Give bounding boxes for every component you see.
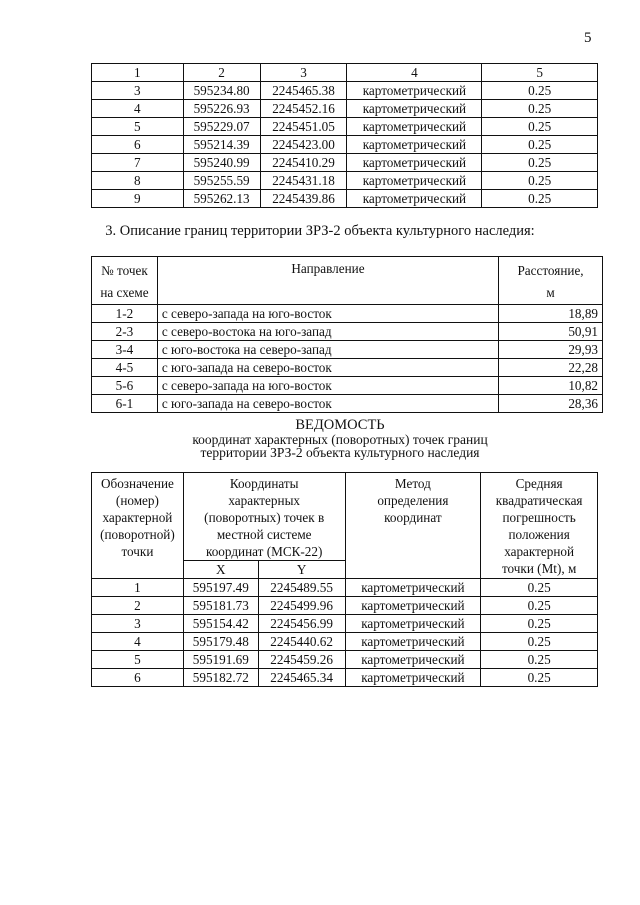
coordinates-table-continued xyxy=(91,63,598,208)
segment: 4-5 xyxy=(92,359,158,377)
coord-y: 2245440.62 xyxy=(258,633,345,651)
coord-y: 2245452.16 xyxy=(260,100,347,118)
table-row xyxy=(92,100,598,118)
coord-y: 2245423.00 xyxy=(260,136,347,154)
header-error-line: квадратическая xyxy=(495,493,583,508)
point-number: 6 xyxy=(92,669,184,687)
method: картометрический xyxy=(345,633,481,651)
table-row xyxy=(92,395,603,413)
method: картометрический xyxy=(347,172,482,190)
table-row xyxy=(92,633,598,651)
coord-x: 595229.07 xyxy=(183,118,260,136)
header-error-line: Средняя xyxy=(515,476,563,491)
point-number: 2 xyxy=(92,597,184,615)
coord-x: 595262.13 xyxy=(183,190,260,208)
method: картометрический xyxy=(347,118,482,136)
coord-y: 2245456.99 xyxy=(258,615,345,633)
method: картометрический xyxy=(345,579,481,597)
header-coordinates-line: координат (МСК-22) xyxy=(205,544,323,559)
table-row xyxy=(92,359,603,377)
coord-x: 595191.69 xyxy=(183,651,258,669)
error-value: 0.25 xyxy=(482,118,598,136)
header-designation-line: (номер) xyxy=(115,493,159,508)
header-distance xyxy=(499,257,603,305)
header-coordinates xyxy=(183,473,345,561)
coord-y: 2245499.96 xyxy=(258,597,345,615)
method: картометрический xyxy=(347,190,482,208)
header-method-line: Метод xyxy=(394,476,431,491)
section-title: 3. Описание границ территории ЗРЗ-2 объекта культурного наследия: xyxy=(105,223,535,239)
distance: 22,28 xyxy=(499,359,603,377)
segment: 2-3 xyxy=(92,323,158,341)
error-value: 0.25 xyxy=(482,154,598,172)
table-header-row xyxy=(92,473,598,561)
method: картометрический xyxy=(345,669,481,687)
table-row xyxy=(92,669,598,687)
error-value: 0.25 xyxy=(482,82,598,100)
table-row xyxy=(92,172,598,190)
segment: 3-4 xyxy=(92,341,158,359)
header-points-line1: № точек xyxy=(101,263,148,278)
coord-x: 595214.39 xyxy=(183,136,260,154)
segment: 5-6 xyxy=(92,377,158,395)
point-number: 4 xyxy=(92,100,184,118)
point-number: 9 xyxy=(92,190,184,208)
point-number: 4 xyxy=(92,633,184,651)
header-distance-line1: Расстояние, xyxy=(517,263,584,278)
point-number: 3 xyxy=(92,615,184,633)
header-designation-line: характерной xyxy=(102,510,173,525)
header-y: Y xyxy=(258,561,345,579)
error-value: 0.25 xyxy=(482,172,598,190)
distance: 18,89 xyxy=(499,305,603,323)
boundary-description-table xyxy=(91,256,603,413)
direction: с юго-востока на северо-запад xyxy=(157,341,498,359)
distance: 29,93 xyxy=(499,341,603,359)
header-error xyxy=(481,473,598,579)
error-value: 0.25 xyxy=(481,615,598,633)
table-row xyxy=(92,82,598,100)
method: картометрический xyxy=(345,597,481,615)
vedomost-coordinates-table xyxy=(91,472,598,687)
coord-y: 2245410.29 xyxy=(260,154,347,172)
coord-x: 595179.48 xyxy=(183,633,258,651)
coord-y: 2245459.26 xyxy=(258,651,345,669)
method: картометрический xyxy=(347,154,482,172)
header-error-line: положения xyxy=(508,527,570,542)
header-error-line: погрешность xyxy=(502,510,576,525)
table-header-row xyxy=(92,257,603,305)
coord-x: 595234.80 xyxy=(183,82,260,100)
error-value: 0.25 xyxy=(482,100,598,118)
header-coordinates-line: Координаты xyxy=(229,476,299,491)
point-number: 1 xyxy=(92,579,184,597)
header-coordinates-line: местной системе xyxy=(216,527,312,542)
header-designation-line: Обозначение xyxy=(100,476,174,491)
error-value: 0.25 xyxy=(481,651,598,669)
distance: 10,82 xyxy=(499,377,603,395)
point-number: 7 xyxy=(92,154,184,172)
segment: 6-1 xyxy=(92,395,158,413)
coord-x: 595181.73 xyxy=(183,597,258,615)
header-method-line: координат xyxy=(384,510,442,525)
table-row xyxy=(92,341,603,359)
direction: с северо-востока на юго-запад xyxy=(157,323,498,341)
column-number: 3 xyxy=(260,64,347,82)
coord-y: 2245465.38 xyxy=(260,82,347,100)
column-number: 1 xyxy=(92,64,184,82)
table-row xyxy=(92,579,598,597)
coord-x: 595197.49 xyxy=(183,579,258,597)
point-number: 5 xyxy=(92,651,184,669)
coord-y: 2245451.05 xyxy=(260,118,347,136)
method: картометрический xyxy=(345,615,481,633)
coord-y: 2245439.86 xyxy=(260,190,347,208)
header-x: X xyxy=(183,561,258,579)
distance: 50,91 xyxy=(499,323,603,341)
error-value: 0.25 xyxy=(482,190,598,208)
method: картометрический xyxy=(347,82,482,100)
vedomost-title: ВЕДОМОСТЬ xyxy=(295,417,385,433)
direction: с северо-запада на юго-восток xyxy=(157,305,498,323)
table-row xyxy=(92,651,598,669)
vedomost-subtitle-line1: координат характерных (поворотных) точек границ xyxy=(192,432,488,447)
header-error-line: точки (Mt), м xyxy=(501,561,577,576)
table-row xyxy=(92,190,598,208)
coord-x: 595182.72 xyxy=(183,669,258,687)
distance: 28,36 xyxy=(499,395,603,413)
column-number: 2 xyxy=(183,64,260,82)
page-number: 5 xyxy=(584,30,592,46)
coord-y: 2245431.18 xyxy=(260,172,347,190)
segment: 1-2 xyxy=(92,305,158,323)
header-coordinates-line: (поворотных) точек в xyxy=(204,510,325,525)
table-row xyxy=(92,154,598,172)
table-row xyxy=(92,136,598,154)
error-value: 0.25 xyxy=(481,669,598,687)
header-error-line: характерной xyxy=(504,544,575,559)
point-number: 6 xyxy=(92,136,184,154)
header-direction: Направление xyxy=(157,257,498,305)
table-row xyxy=(92,615,598,633)
direction: с юго-запада на северо-восток xyxy=(157,359,498,377)
table-row xyxy=(92,118,598,136)
coord-y: 2245489.55 xyxy=(258,579,345,597)
error-value: 0.25 xyxy=(481,579,598,597)
coord-x: 595154.42 xyxy=(183,615,258,633)
method: картометрический xyxy=(345,651,481,669)
column-number: 4 xyxy=(347,64,482,82)
direction: с северо-запада на юго-восток xyxy=(157,377,498,395)
table-row xyxy=(92,597,598,615)
header-method-line: определения xyxy=(377,493,449,508)
table-row xyxy=(92,377,603,395)
error-value: 0.25 xyxy=(481,633,598,651)
vedomost-subtitle-line2: территории ЗРЗ-2 объекта культурного наследия xyxy=(200,445,480,460)
table-header-row xyxy=(92,64,598,82)
coord-x: 595226.93 xyxy=(183,100,260,118)
point-number: 8 xyxy=(92,172,184,190)
header-points xyxy=(92,257,158,305)
point-number: 5 xyxy=(92,118,184,136)
header-distance-line2: м xyxy=(546,285,555,300)
method: картометрический xyxy=(347,100,482,118)
header-coordinates-line: характерных xyxy=(228,493,301,508)
coord-x: 595240.99 xyxy=(183,154,260,172)
direction: с юго-запада на северо-восток xyxy=(157,395,498,413)
header-designation xyxy=(92,473,184,579)
table-row xyxy=(92,323,603,341)
header-points-line2: на схеме xyxy=(100,285,149,300)
header-designation-line: точки xyxy=(121,544,154,559)
point-number: 3 xyxy=(92,82,184,100)
coord-x: 595255.59 xyxy=(183,172,260,190)
header-designation-line: (поворотной) xyxy=(100,527,175,542)
table-row xyxy=(92,305,603,323)
coord-y: 2245465.34 xyxy=(258,669,345,687)
header-method xyxy=(345,473,481,579)
column-number: 5 xyxy=(482,64,598,82)
error-value: 0.25 xyxy=(481,597,598,615)
method: картометрический xyxy=(347,136,482,154)
error-value: 0.25 xyxy=(482,136,598,154)
